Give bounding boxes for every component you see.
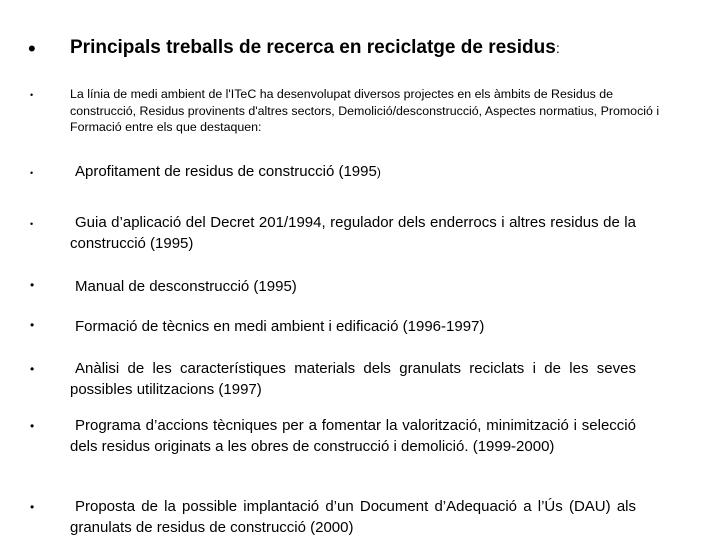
item-bullet: • (30, 500, 35, 514)
list-item-text: Aprofitament de residus de construcció (1995 (75, 163, 377, 180)
item-bullet: • (30, 318, 35, 332)
list-item (70, 316, 636, 337)
intro-paragraph: La línia de medi ambient de l'ITeC ha desenvolupat diversos projectes en els àmbits de Residus de construcció, Residus provinents d'altres sectors, Demolició/desconstrucció, Aspectes normatius, Promoció i Formació entre els que destaquen: (70, 87, 660, 134)
list-item (70, 276, 636, 297)
list-item-text: Manual de desconstrucció (1995) (75, 278, 297, 295)
item-bullet: • (30, 362, 35, 376)
item-bullet: • (30, 419, 35, 433)
intro-bullet: • (30, 90, 34, 100)
list-item (70, 415, 636, 457)
list-item (70, 358, 636, 400)
list-item-text: Guia d’aplicació del Decret 201/1994, regulador dels enderrocs i altres residus de la construcció (1995) (70, 214, 636, 252)
list-item-text: Proposta de la possible implantació d’un Document d’Adequació a l’Ús (DAU) als granulats de residus de construcció (2000) (70, 498, 636, 536)
list-item (70, 496, 636, 538)
list-item-text: Formació de tècnics en medi ambient i edificació (1996-1997) (75, 318, 485, 335)
slide-title-text: Principals treballs de recerca en reciclatge de residus (70, 37, 556, 58)
item-bullet: • (30, 219, 34, 229)
list-item (70, 212, 636, 254)
list-item-text: Anàlisi de les característiques materials dels granulats reciclats i de les seves possibles utilitzacions (1997) (70, 360, 636, 398)
title-bullet: • (28, 36, 36, 61)
list-item (70, 161, 636, 183)
item-bullet: • (30, 168, 34, 178)
item-bullet: • (30, 278, 35, 292)
list-item-text: Programa d’accions tècniques per a fomentar la valorització, minimització i selecció dels residus originats a les obres de construcció i demolició. (1999-2000) (70, 417, 636, 455)
slide-title-colon: : (555, 40, 560, 56)
slide-title (70, 36, 710, 60)
list-item-suffix: ) (376, 165, 381, 179)
